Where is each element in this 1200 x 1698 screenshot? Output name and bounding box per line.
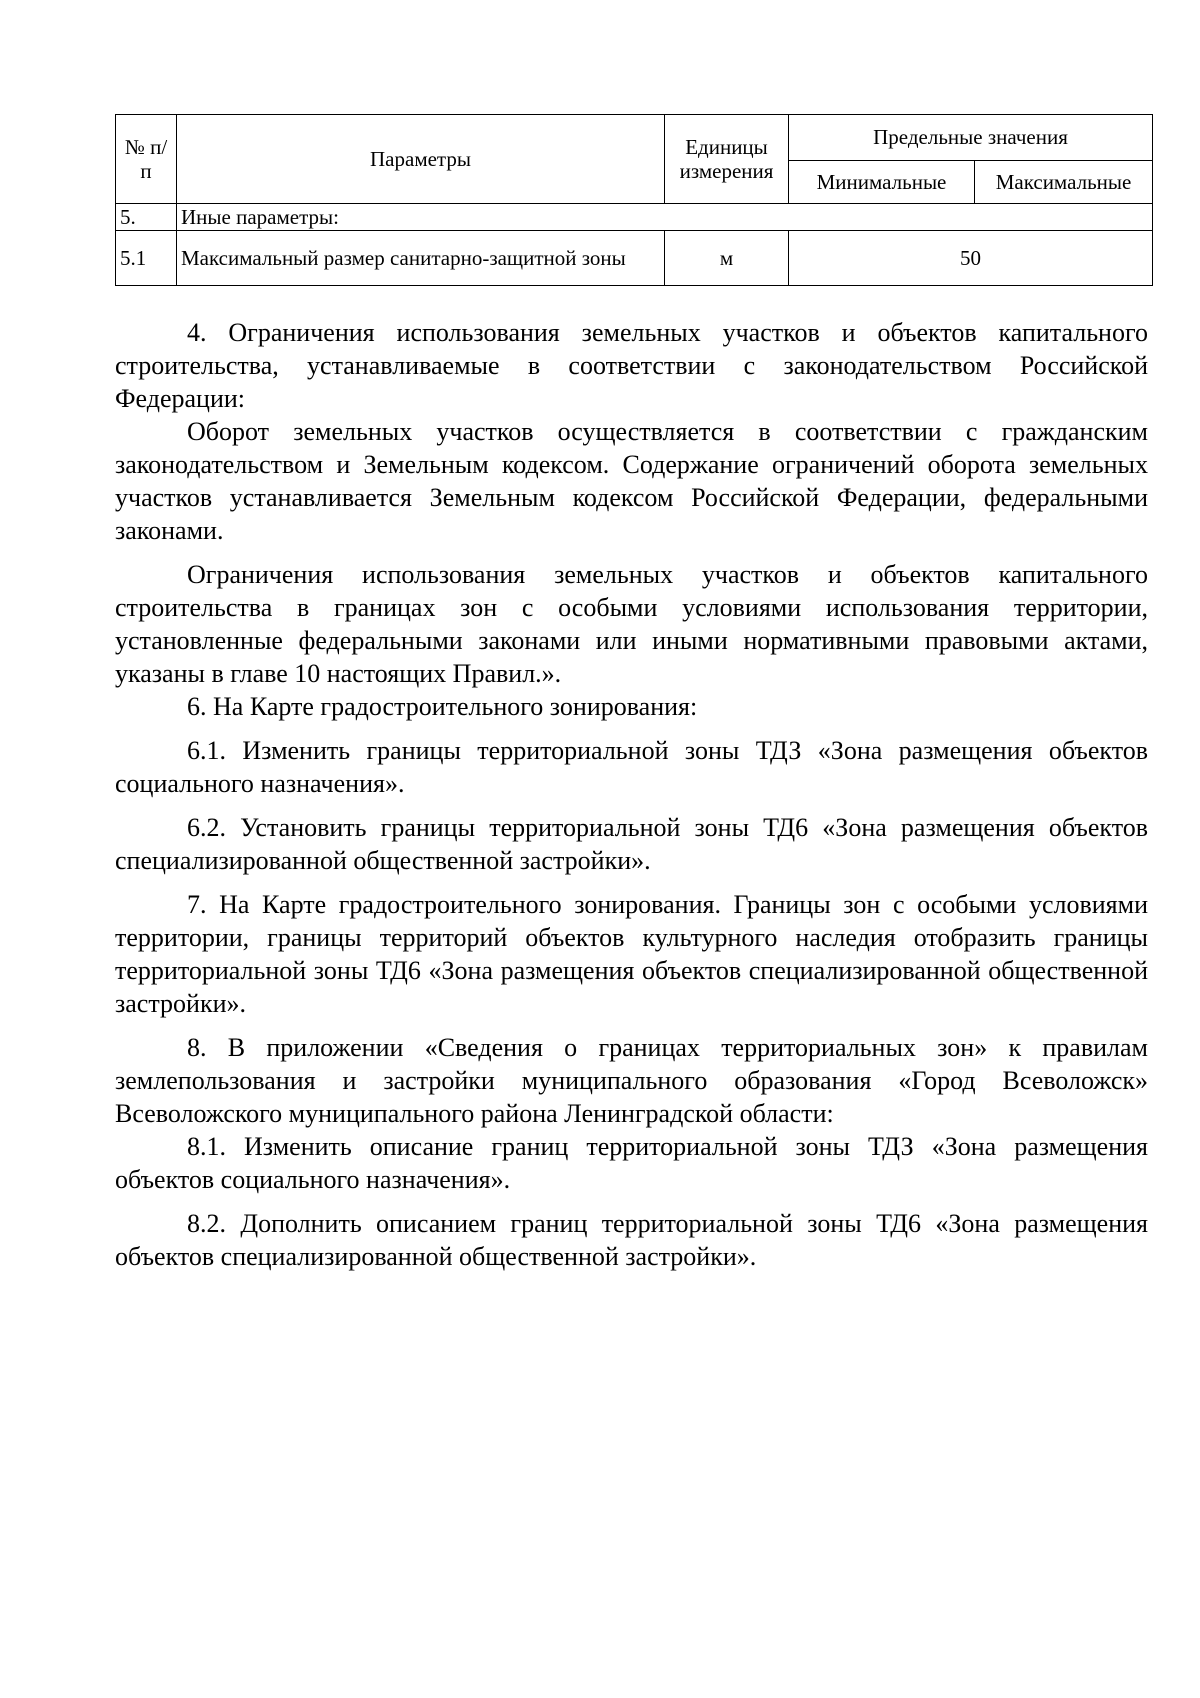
paragraph-4: 4. Ограничения использования земельных участков и объектов капитального строительства, устанавливаемые в соответствии с законодательством Российской Федерации: <box>115 318 1148 414</box>
paragraph-6: 6. На Карте градостроительного зонирования: <box>187 692 698 722</box>
row-param: Иные параметры: <box>177 204 1153 231</box>
table-row <box>116 204 1153 231</box>
row-num: 5.1 <box>116 231 177 286</box>
header-min: Минимальные <box>789 160 975 204</box>
paragraph-8-1: 8.1. Изменить описание границ территориальной зоны ТДЗ «Зона размещения объектов социального назначения». <box>115 1132 1148 1195</box>
document-page <box>115 114 1148 1284</box>
table-header-row <box>116 115 1153 161</box>
header-params: Параметры <box>177 115 665 204</box>
paragraph-turnover: Оборот земельных участков осуществляется в соответствии с гражданским законодательством и Земельным кодексом. Содержание ограничений оборота земельных участков устанавливается Земельным кодексом Российской Федерации, федеральными законами. <box>115 417 1148 546</box>
parameters-table <box>115 114 1153 286</box>
header-units: Единицы измерения <box>665 115 789 204</box>
paragraph-8-2: 8.2. Дополнить описанием границ территориальной зоны ТД6 «Зона размещения объектов специализированной общественной застройки». <box>115 1209 1148 1272</box>
table-row <box>116 231 1153 286</box>
row-unit: м <box>665 231 789 286</box>
header-num: № п/п <box>116 115 177 204</box>
row-param: Максимальный размер санитарно-защитной зоны <box>177 231 665 286</box>
body-text <box>115 316 1148 1273</box>
row-value: 50 <box>789 231 1153 286</box>
paragraph-7: 7. На Карте градостроительного зонирования. Границы зон с особыми условиями территории, границы территорий объектов культурного наследия отобразить границы территориальной зоны ТД6 «Зона размещения объектов специализированной общественной застройки». <box>115 890 1148 1019</box>
header-max: Максимальные <box>975 160 1153 204</box>
paragraph-8: 8. В приложении «Сведения о границах территориальных зон» к правилам землепользования и застройки муниципального образования «Город Всеволожск» Всеволожского муниципального района Ленинградской области: <box>115 1033 1148 1129</box>
paragraph-restrictions: Ограничения использования земельных участков и объектов капитального строительства в границах зон с особыми условиями использования территории, установленные федеральными законами или иными нормативными правовыми актами, указаны в главе 10 настоящих Правил.». <box>115 560 1148 689</box>
row-num: 5. <box>116 204 177 231</box>
paragraph-6-1: 6.1. Изменить границы территориальной зоны ТДЗ «Зона размещения объектов социального назначения». <box>115 736 1148 799</box>
header-limits: Предельные значения <box>789 115 1153 161</box>
paragraph-6-2: 6.2. Установить границы территориальной зоны ТД6 «Зона размещения объектов специализированной общественной застройки». <box>115 813 1148 876</box>
